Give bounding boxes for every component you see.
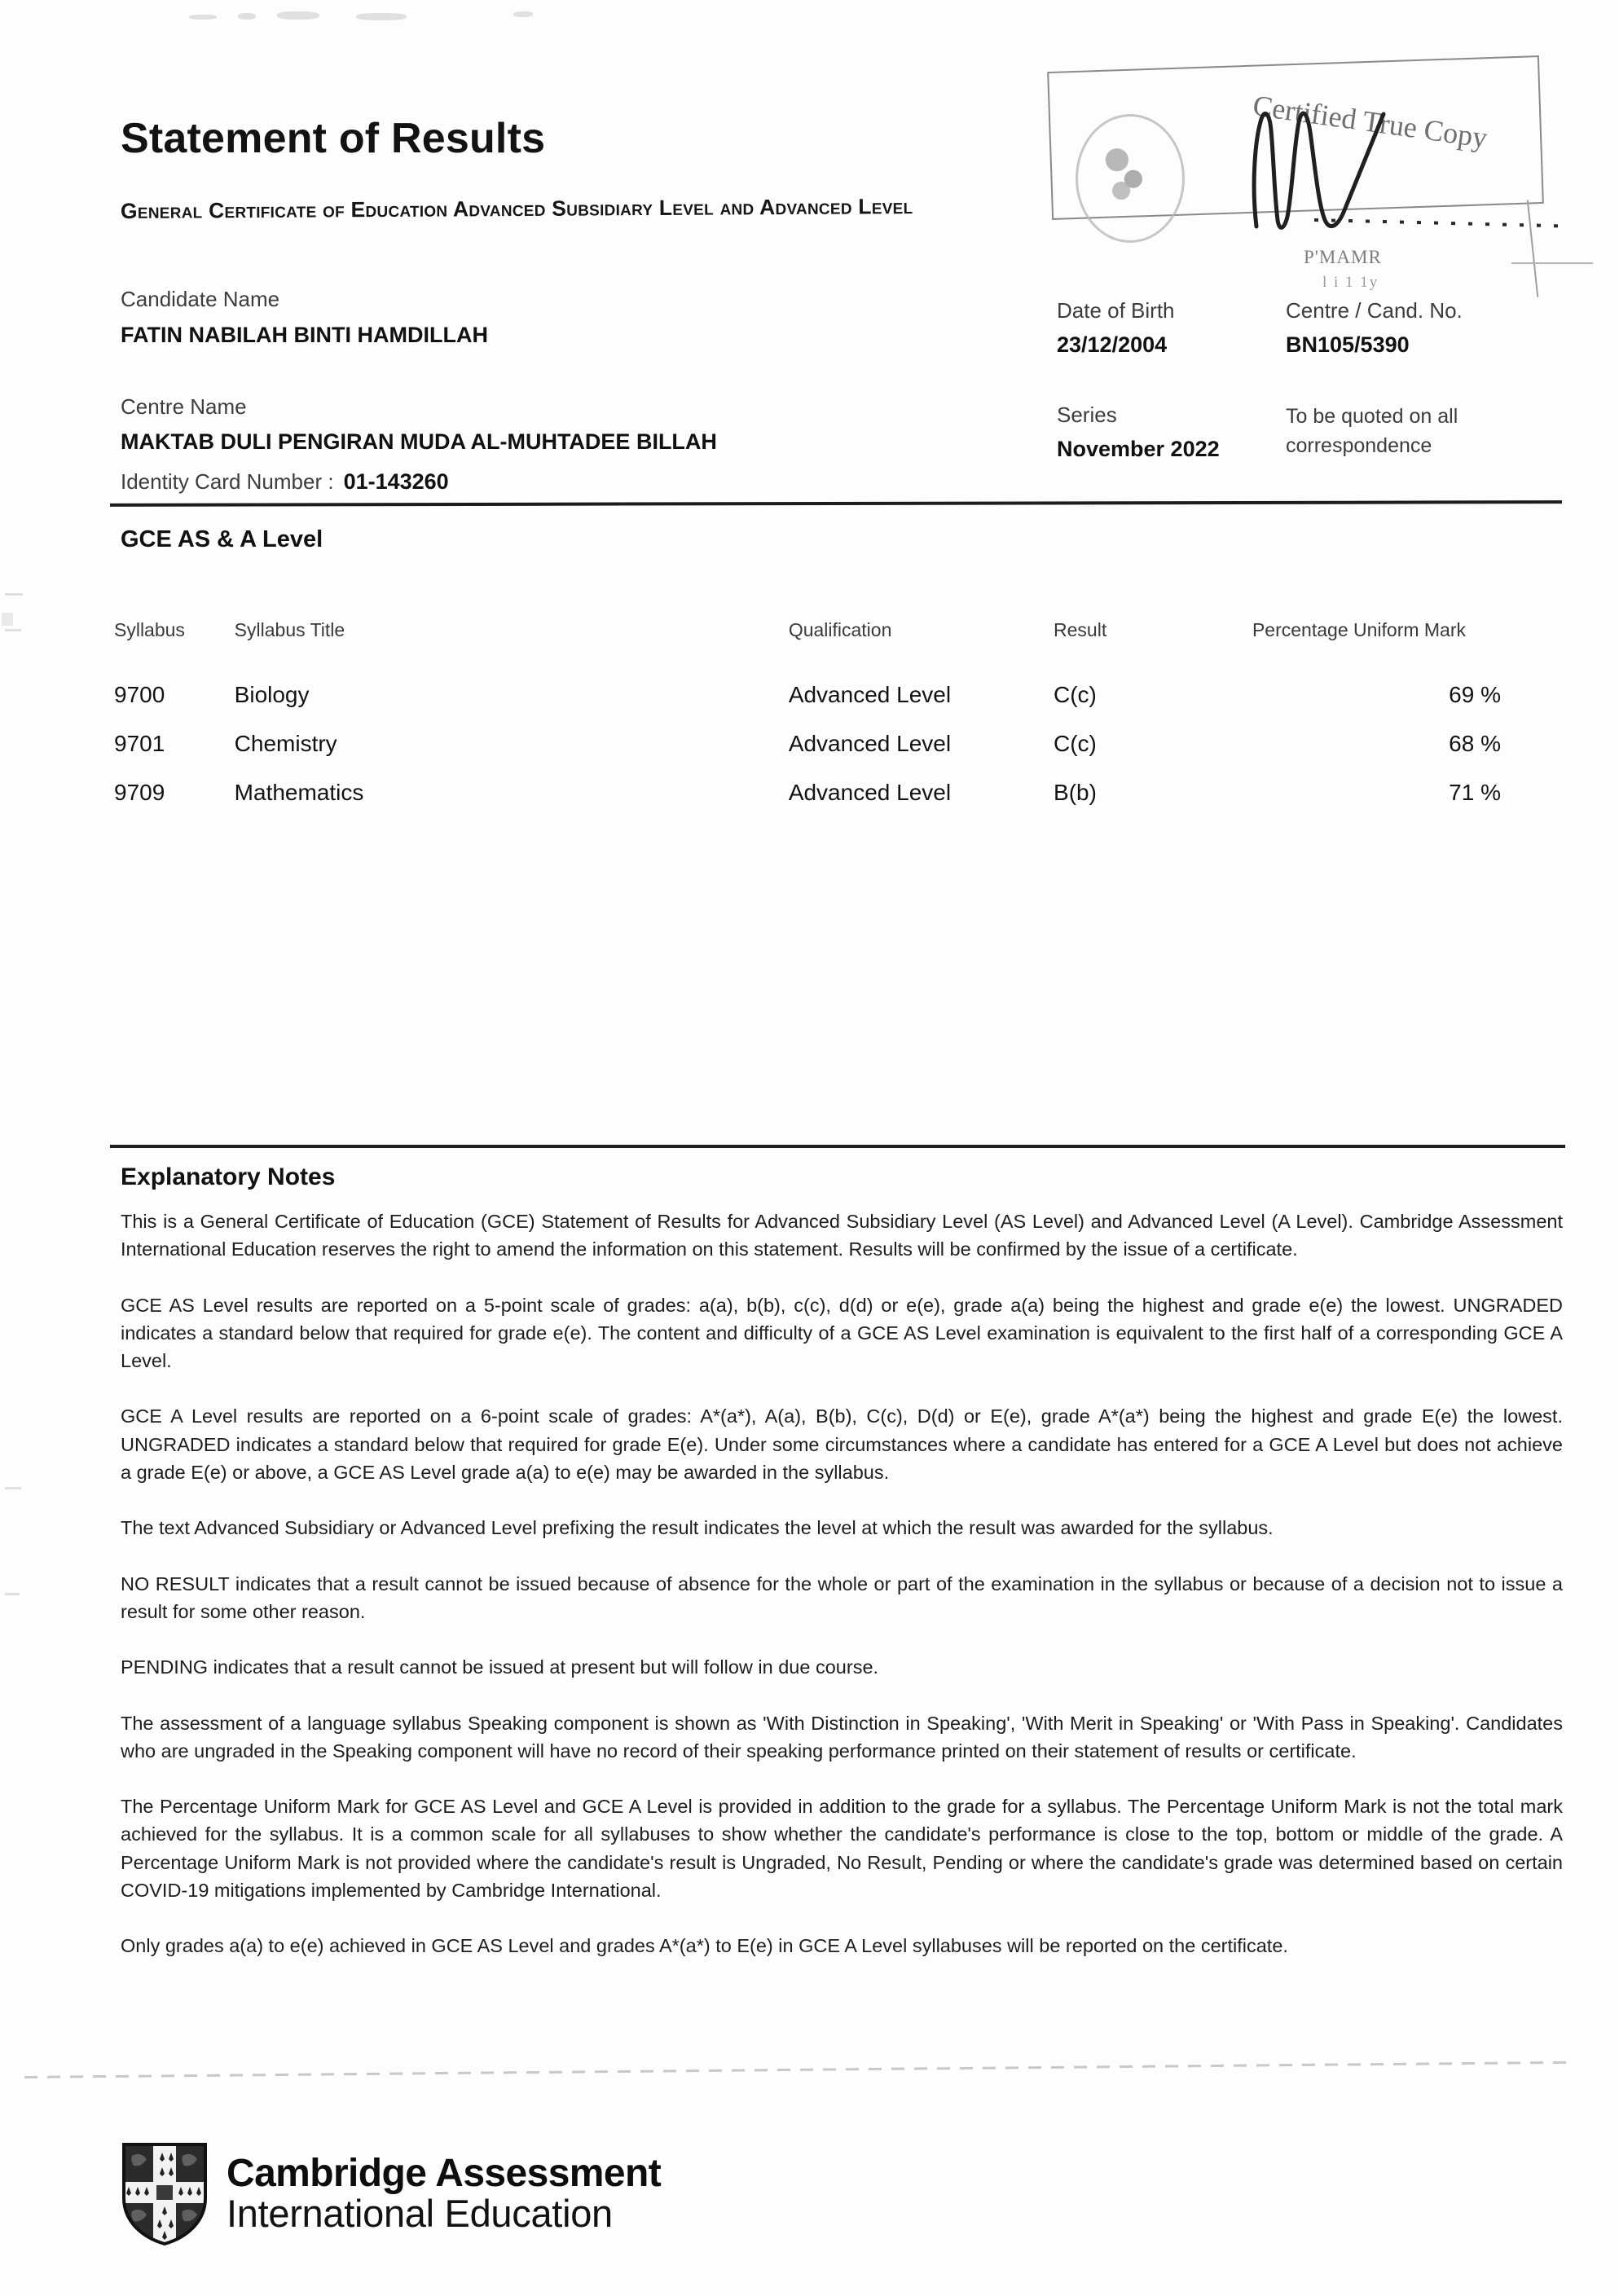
centre-name-label: Centre Name: [121, 394, 247, 419]
scan-artifact: [356, 13, 407, 20]
table-row: [114, 674, 1573, 723]
note-paragraph: The assessment of a language syllabus Speaking component is shown as 'With Distinction in Speaking', 'With Merit in Speaking' or 'With Pass in Speaking'. Candidates who are ungraded in the Speaking component will have no record of their speaking performance printed on their statement of results or certificate.: [121, 1712, 1563, 1762]
identity-card-label: Identity Card Number :: [121, 469, 334, 494]
column-header-syllabus: Syllabus: [114, 619, 185, 640]
note-paragraph: The text Advanced Subsidiary or Advanced Level prefixing the result indicates the level at which the result was awarded for the syllabus.: [121, 1517, 1274, 1539]
cell-syllabus: 9700: [114, 682, 165, 707]
results-table: [114, 619, 1573, 820]
candidate-name-value: FATIN NABILAH BINTI HAMDILLAH: [121, 323, 488, 347]
cell-result: B(b): [1054, 780, 1097, 805]
identity-card-value: 01-143260: [343, 469, 449, 494]
cell-result: C(c): [1054, 682, 1097, 707]
logo-line-cambridge-assessment: Cambridge Assessment: [227, 2151, 662, 2195]
series-label: Series: [1057, 402, 1117, 427]
scan-artifact: [5, 629, 21, 631]
subtitle-dotted-line: [1314, 218, 1559, 227]
column-header-syllabus-title: Syllabus Title: [234, 619, 345, 640]
note-paragraph: This is a General Certificate of Education (GCE) Statement of Results for Advanced Subsidiary Level (AS Level) and Advanced Level (A Level). Cambridge Assessment International Education reserves the right to amend the information on this statement. Results will be confirmed by the issue of a certificate.: [121, 1211, 1563, 1260]
cell-syllabus: 9709: [114, 780, 165, 805]
scan-artifact: [5, 1593, 20, 1595]
note-paragraph: NO RESULT indicates that a result cannot be issued because of absence for the whole or part of the examination in the syllabus or because of a decision not to issue a result for some other reason.: [121, 1572, 1563, 1622]
cell-result: C(c): [1054, 731, 1097, 756]
table-row: [114, 772, 1573, 820]
scan-artifact: [2, 613, 13, 626]
date-of-birth-label: Date of Birth: [1057, 298, 1175, 323]
note-paragraph: Only grades a(a) to e(e) achieved in GCE AS Level and grades A*(a*) to E(e) in GCE A Level syllabuses will be reported on the certificate.: [121, 1935, 1288, 1957]
centre-cand-no-value: BN105/5390: [1286, 332, 1410, 357]
note-paragraph: GCE AS Level results are reported on a 5-point scale of grades: a(a), b(b), c(c), d(d) or e(e), grade a(a) being the highest and grade e(e) the lowest. UNGRADED indicates a standard below that required for grade e(e). The content and difficulty of a GCE AS Level examination is equivalent to the first half of a corresponding GCE A Level.: [121, 1294, 1563, 1372]
column-header-result: Result: [1054, 619, 1107, 640]
note-paragraph: PENDING indicates that a result cannot be issued at present but will follow in due course.: [121, 1656, 879, 1678]
page-subtitle: General Certificate of Education Advanced Subsidiary Level and Advanced Level: [120, 194, 913, 223]
centre-name-value: MAKTAB DULI PENGIRAN MUDA AL-MUHTADEE BILLAH: [121, 429, 717, 454]
stamp-sub-text-secondary: l i 1 1y: [1322, 274, 1379, 291]
logo-line-international-education: International Education: [227, 2191, 613, 2235]
table-header-row: [114, 619, 1573, 674]
cell-percentage-uniform-mark: 71 %: [1449, 780, 1501, 805]
page-title: Statement of Results: [121, 115, 546, 162]
cell-syllabus-title: Biology: [234, 682, 310, 707]
scan-artifact: [513, 11, 533, 17]
scan-artifact: [238, 13, 256, 20]
table-row: [114, 723, 1573, 772]
explanatory-notes-body: [121, 1207, 1563, 1988]
quotation-note-line1: To be quoted on all: [1286, 405, 1458, 428]
cell-syllabus-title: Mathematics: [234, 780, 364, 805]
cell-percentage-uniform-mark: 68 %: [1449, 731, 1501, 756]
identity-card-row: [121, 469, 449, 495]
note-paragraph: GCE A Level results are reported on a 6-point scale of grades: A*(a*), A(a), B(b), C(c), D(d) or E(e), grade A*(a*) being the highest and grade E(e) the lowest. UNGRADED indicates a standard below that required for grade E(e). Under some circumstances where a candidate has entered for a GCE A Level but does not achieve a grade E(e) or above, a GCE AS Level grade a(a) to e(e) may be awarded in the syllabus.: [121, 1405, 1563, 1484]
stamp-edge-mark: [1527, 200, 1539, 297]
scan-artifact: [277, 11, 319, 20]
cambridge-logo-text: [227, 2151, 662, 2235]
cell-qualification: Advanced Level: [788, 731, 952, 756]
series-value: November 2022: [1057, 437, 1220, 461]
official-seal-icon: [1076, 114, 1185, 243]
stamp-edge-mark: [1511, 262, 1593, 264]
cambridge-crest-icon: [121, 2141, 209, 2245]
cambridge-logo: [121, 2141, 661, 2245]
candidate-name-label: Candidate Name: [121, 287, 280, 311]
quotation-note-line2: correspondence: [1286, 434, 1432, 457]
scan-artifact: [5, 593, 23, 596]
date-of-birth-value: 23/12/2004: [1057, 332, 1168, 357]
header-divider: [110, 500, 1562, 507]
scan-artifact: [5, 1487, 21, 1489]
column-header-percentage-uniform-mark: Percentage Uniform Mark: [1252, 619, 1467, 640]
scan-artifact: [189, 15, 217, 20]
scan-artifact-bottom-line: [24, 2061, 1573, 2078]
notes-divider: [110, 1145, 1565, 1148]
cell-syllabus-title: Chemistry: [234, 731, 337, 756]
cell-qualification: Advanced Level: [788, 780, 952, 805]
results-section-title: GCE AS & A Level: [121, 526, 323, 552]
cell-syllabus: 9701: [114, 731, 165, 756]
stamp-sub-text: P'MAMR: [1304, 247, 1382, 267]
cell-percentage-uniform-mark: 69 %: [1449, 682, 1501, 707]
centre-cand-no-label: Centre / Cand. No.: [1286, 298, 1463, 323]
explanatory-notes-heading: Explanatory Notes: [121, 1163, 336, 1190]
cell-qualification: Advanced Level: [788, 682, 952, 707]
certified-true-copy-text: Certified True Copy: [1251, 89, 1489, 155]
note-paragraph: The Percentage Uniform Mark for GCE AS Level and GCE A Level is provided in addition to the grade for a syllabus. The Percentage Uniform Mark is not the total mark achieved for the syllabus. It is a common scale for all syllabuses to show whether the candidate's performance is close to the top, bottom or middle of the grade. A Percentage Uniform Mark is not provided where the candidate's result is Ungraded, No Result, Pending or where the candidate's grade was determined based on certain COVID-19 mitigations implemented by Cambridge International.: [121, 1796, 1563, 1902]
column-header-qualification: Qualification: [788, 619, 892, 640]
